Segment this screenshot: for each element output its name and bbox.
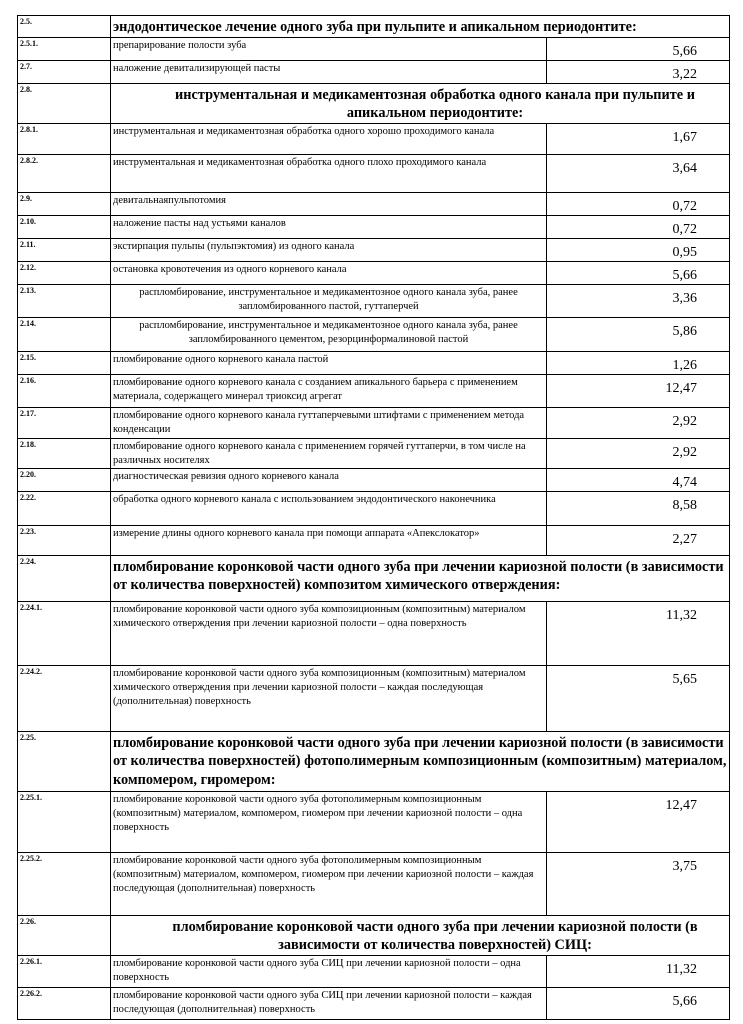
service-code: 2.13. (18, 284, 111, 317)
service-row (18, 60, 730, 83)
service-value: 2,92 (547, 407, 730, 438)
section-header-row (18, 915, 730, 955)
service-value: 0,95 (547, 238, 730, 261)
service-value: 5,66 (547, 37, 730, 60)
service-name: распломбирование, инструментальное и медикаментозное одного канала зуба, ранее запломбированного цементом, резорцинформалиновой пастой (111, 317, 547, 351)
service-value: 11,32 (547, 601, 730, 665)
service-code: 2.11. (18, 238, 111, 261)
service-code: 2.16. (18, 374, 111, 407)
service-row (18, 37, 730, 60)
service-value: 12,47 (547, 374, 730, 407)
section-header-row (18, 16, 730, 38)
service-name: пломбирование одного корневого канала с применением горячей гуттаперчи, в том числе на различных носителях (111, 438, 547, 468)
service-value: 11,32 (547, 955, 730, 987)
service-code: 2.8. (18, 83, 111, 123)
service-code: 2.5.1. (18, 37, 111, 60)
service-row (18, 955, 730, 987)
service-row (18, 154, 730, 192)
service-code: 2.26.2. (18, 987, 111, 1019)
service-code: 2.25.1. (18, 791, 111, 852)
service-row (18, 215, 730, 238)
service-row (18, 284, 730, 317)
service-code: 2.24.2. (18, 665, 111, 731)
section-title: эндодонтическое лечение одного зуба при пульпите и апикальном периодонтите: (111, 16, 730, 38)
section-header-row (18, 731, 730, 791)
service-value: 5,66 (547, 261, 730, 284)
service-name: пломбирование одного корневого канала гуттаперчевыми штифтами с применением метода конденсации (111, 407, 547, 438)
service-row (18, 317, 730, 351)
service-row (18, 791, 730, 852)
service-value: 4,74 (547, 468, 730, 491)
service-name: пломбирование одного корневого канала пастой (111, 351, 547, 374)
section-title: инструментальная и медикаментозная обработка одного канала при пульпите и апикальном периодонтите: (111, 83, 730, 123)
service-code: 2.12. (18, 261, 111, 284)
service-code: 2.26.1. (18, 955, 111, 987)
service-code: 2.14. (18, 317, 111, 351)
service-row (18, 192, 730, 215)
service-name: наложение девитализирующей пасты (111, 60, 547, 83)
service-code: 2.10. (18, 215, 111, 238)
service-code: 2.23. (18, 525, 111, 555)
service-row (18, 261, 730, 284)
service-name: девитальнаяпульпотомия (111, 192, 547, 215)
service-value: 12,47 (547, 791, 730, 852)
service-code: 2.24.1. (18, 601, 111, 665)
price-table (17, 15, 730, 1020)
service-row (18, 852, 730, 915)
section-title: пломбирование коронковой части одного зуба при лечении кариозной полости (в зависимости от количества поверхностей) СИЦ: (111, 915, 730, 955)
service-value: 0,72 (547, 215, 730, 238)
service-code: 2.9. (18, 192, 111, 215)
service-name: препарирование полости зуба (111, 37, 547, 60)
service-code: 2.26. (18, 915, 111, 955)
service-name: обработка одного корневого канала с использованием эндодонтического наконечника (111, 491, 547, 525)
service-row (18, 438, 730, 468)
service-code: 2.24. (18, 555, 111, 601)
service-value: 5,65 (547, 665, 730, 731)
service-name: инструментальная и медикаментозная обработка одного плохо проходимого канала (111, 154, 547, 192)
service-row (18, 351, 730, 374)
service-code: 2.5. (18, 16, 111, 38)
service-code: 2.17. (18, 407, 111, 438)
service-value: 3,36 (547, 284, 730, 317)
service-name: остановка кровотечения из одного корневого канала (111, 261, 547, 284)
service-name: пломбирование коронковой части одного зуба фотополимерным композиционным (композитным) материалом, компомером, гиомером при лечении кариозной полости – одна поверхность (111, 791, 547, 852)
service-name: диагностическая ревизия одного корневого канала (111, 468, 547, 491)
service-value: 5,66 (547, 987, 730, 1019)
service-name: экстирпация пульпы (пульпэктомия) из одного канала (111, 238, 547, 261)
service-code: 2.25. (18, 731, 111, 791)
service-name: пломбирование коронковой части одного зуба СИЦ при лечении кариозной полости – каждая последующая (дополнительная) поверхность (111, 987, 547, 1019)
service-value: 8,58 (547, 491, 730, 525)
service-name: пломбирование коронковой части одного зуба композиционным (композитным) материалом химического отверждения при лечении кариозной полости – одна поверхность (111, 601, 547, 665)
service-value: 5,86 (547, 317, 730, 351)
service-name: инструментальная и медикаментозная обработка одного хорошо проходимого канала (111, 123, 547, 154)
service-code: 2.8.2. (18, 154, 111, 192)
service-value: 3,22 (547, 60, 730, 83)
service-value: 0,72 (547, 192, 730, 215)
service-code: 2.20. (18, 468, 111, 491)
service-row (18, 123, 730, 154)
price-table-body (18, 16, 730, 1020)
service-value: 1,67 (547, 123, 730, 154)
service-row (18, 238, 730, 261)
service-value: 1,26 (547, 351, 730, 374)
service-name: распломбирование, инструментальное и медикаментозное одного канала зуба, ранее запломбированного пастой, гуттаперчей (111, 284, 547, 317)
service-name: измерение длины одного корневого канала при помощи аппарата «Апекслокатор» (111, 525, 547, 555)
service-code: 2.25.2. (18, 852, 111, 915)
service-code: 2.7. (18, 60, 111, 83)
section-title: пломбирование коронковой части одного зуба при лечении кариозной полости (в зависимости от количества поверхностей) композитом химического отверждения: (111, 555, 730, 601)
service-name: пломбирование коронковой части одного зуба композиционным (композитным) материалом химического отверждения при лечении кариозной полости – каждая последующая (дополнительная) поверхность (111, 665, 547, 731)
service-row (18, 987, 730, 1019)
service-name: пломбирование одного корневого канала с созданием апикального барьера с применением материала, содержащего минерал триоксид агрегат (111, 374, 547, 407)
service-name: пломбирование коронковой части одного зуба СИЦ при лечении кариозной полости – одна поверхность (111, 955, 547, 987)
service-row (18, 525, 730, 555)
service-code: 2.18. (18, 438, 111, 468)
section-header-row (18, 83, 730, 123)
service-row (18, 665, 730, 731)
service-row (18, 374, 730, 407)
service-code: 2.15. (18, 351, 111, 374)
service-row (18, 491, 730, 525)
service-row (18, 601, 730, 665)
service-name: пломбирование коронковой части одного зуба фотополимерным композиционным (композитным) материалом, компомером, гиомером при лечении кариозной полости – каждая последующая (дополнительная) поверхность (111, 852, 547, 915)
section-title: пломбирование коронковой части одного зуба при лечении кариозной полости (в зависимости от количества поверхностей) фотополимерным композиционным (композитным) материалом, компомером, гиромером: (111, 731, 730, 791)
service-value: 2,92 (547, 438, 730, 468)
service-code: 2.8.1. (18, 123, 111, 154)
service-value: 3,75 (547, 852, 730, 915)
service-name: наложение пасты над устьями каналов (111, 215, 547, 238)
service-row (18, 468, 730, 491)
section-header-row (18, 555, 730, 601)
service-value: 3,64 (547, 154, 730, 192)
service-code: 2.22. (18, 491, 111, 525)
service-value: 2,27 (547, 525, 730, 555)
service-row (18, 407, 730, 438)
